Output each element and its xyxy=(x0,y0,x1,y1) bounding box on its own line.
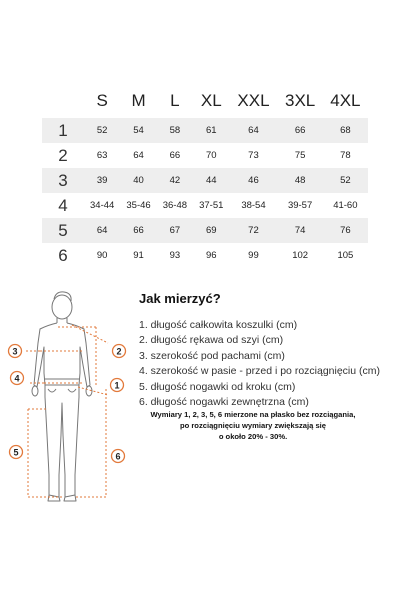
note-line: o około 20% - 30%. xyxy=(218,432,288,441)
stretch-note xyxy=(118,409,388,442)
table-cell: 41-60 xyxy=(333,200,358,211)
size-header: XL xyxy=(200,91,222,110)
table-row xyxy=(42,118,368,143)
measurement-list xyxy=(139,318,380,410)
table-cell: 64 xyxy=(229,118,277,143)
size-header: M xyxy=(131,91,146,110)
marker-6 xyxy=(112,450,125,463)
table-cell: 69 xyxy=(193,218,229,243)
table-cell: 52 xyxy=(84,118,120,143)
note-line: po rozciągnięciu wymiary zwiększają się xyxy=(179,421,327,430)
svg-text:2: 2 xyxy=(116,346,122,357)
list-item: 2. długość rękawa od szyi (cm) xyxy=(139,334,284,347)
table-row xyxy=(42,243,368,268)
table-row xyxy=(42,218,368,243)
marker-5 xyxy=(10,446,23,459)
row-label: 5 xyxy=(42,218,84,243)
list-item: 3. szerokość pod pachami (cm) xyxy=(139,349,285,362)
size-header-row xyxy=(42,84,368,118)
measurement-figure xyxy=(0,285,140,515)
measure-lines xyxy=(24,325,108,497)
svg-text:6: 6 xyxy=(115,451,121,462)
svg-text:1: 1 xyxy=(114,380,120,391)
table-row xyxy=(42,143,368,168)
table-cell: 46 xyxy=(229,168,277,193)
table-cell: 35-46 xyxy=(126,200,151,211)
table-cell: 48 xyxy=(278,168,323,193)
table-cell: 34-44 xyxy=(90,200,115,211)
table-cell: 61 xyxy=(193,118,229,143)
table-row xyxy=(42,193,368,218)
list-item: 1. długość całkowita koszulki (cm) xyxy=(139,319,298,331)
table-cell: 40 xyxy=(120,168,156,193)
row-label: 6 xyxy=(58,245,68,265)
table-cell: 73 xyxy=(248,150,259,161)
note-line: Wymiary 1, 2, 3, 5, 6 mierzone na płasko bez rozciągania, xyxy=(150,410,356,419)
table-cell: 74 xyxy=(278,218,323,243)
size-header: 3XL xyxy=(284,91,316,110)
table-cell: 39-57 xyxy=(287,200,313,211)
table-cell: 39 xyxy=(84,168,120,193)
table-cell: 72 xyxy=(229,218,277,243)
svg-text:4: 4 xyxy=(14,373,20,384)
table-cell: 75 xyxy=(294,150,306,161)
list-item: 4. szerokość w pasie - przed i po rozciągnięciu (cm) xyxy=(139,365,381,378)
row-label: 3 xyxy=(42,168,84,193)
table-cell: 63 xyxy=(96,150,108,161)
table-cell: 93 xyxy=(169,250,181,261)
table-cell: 44 xyxy=(193,168,229,193)
table-cell: 68 xyxy=(323,118,368,143)
size-header: 4XL xyxy=(330,91,361,110)
how-to-measure-title: Jak mierzyć? xyxy=(139,291,221,306)
table-cell: 91 xyxy=(133,250,144,261)
row-label: 2 xyxy=(58,145,68,165)
row-label: 4 xyxy=(58,195,68,215)
svg-text:5: 5 xyxy=(13,447,19,458)
table-cell: 90 xyxy=(96,250,108,261)
marker-4 xyxy=(11,372,24,385)
table-row xyxy=(42,168,368,193)
table-cell: 64 xyxy=(133,150,144,161)
size-header: L xyxy=(170,91,180,110)
table-cell: 37-51 xyxy=(199,200,224,211)
table-cell: 36-48 xyxy=(162,200,188,211)
list-item: 6. długość nogawki zewnętrzna (cm) xyxy=(139,396,309,409)
table-cell: 66 xyxy=(278,118,323,143)
size-header: XXL xyxy=(237,91,270,110)
table-corner xyxy=(42,84,84,118)
table-cell: 64 xyxy=(84,218,120,243)
table-cell: 67 xyxy=(157,218,193,243)
table-cell: 58 xyxy=(157,118,193,143)
row-label: 1 xyxy=(42,118,84,143)
size-header: S xyxy=(96,91,108,110)
marker-1 xyxy=(111,379,124,392)
table-cell: 70 xyxy=(205,150,217,161)
table-cell: 42 xyxy=(157,168,193,193)
svg-text:3: 3 xyxy=(12,346,18,357)
table-cell: 96 xyxy=(205,250,217,261)
table-cell: 102 xyxy=(292,250,309,261)
table-cell: 54 xyxy=(120,118,156,143)
marker-3 xyxy=(9,345,22,358)
table-cell: 78 xyxy=(340,150,351,161)
table-cell: 38-54 xyxy=(241,200,266,211)
table-cell: 76 xyxy=(323,218,368,243)
table-cell: 66 xyxy=(169,150,181,161)
table-cell: 105 xyxy=(337,250,354,261)
marker-2 xyxy=(113,345,126,358)
table-cell: 52 xyxy=(323,168,368,193)
list-item: 5. długość nogawki od kroku (cm) xyxy=(139,380,296,393)
table-cell: 66 xyxy=(120,218,156,243)
body-outline xyxy=(32,292,92,501)
size-table xyxy=(42,84,368,268)
table-cell: 99 xyxy=(248,250,259,261)
